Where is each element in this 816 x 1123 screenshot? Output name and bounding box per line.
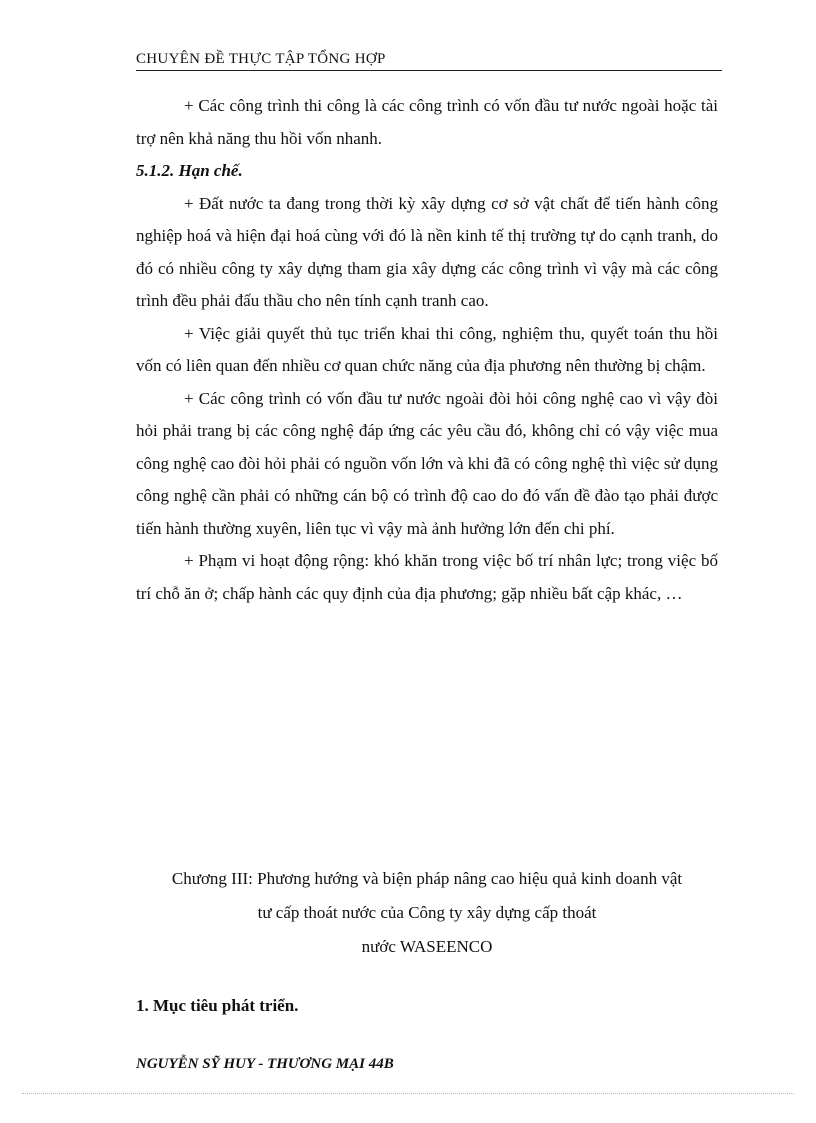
paragraph-limitation-procedures: + Việc giải quyết thủ tục triển khai thi công, nghiệm thu, quyết toán thu hồi vốn có liên quan đến nhiều cơ quan chức năng của địa phương nên thường bị chậm. [136, 323, 718, 375]
running-footer: NGUYỄN SỸ HUY - THƯƠNG MẠI 44B [136, 1056, 394, 1072]
chapter-heading-line-1: Chương III: Phương hướng và biện pháp nâng cao hiệu quả kinh doanh vật [171, 869, 683, 888]
page-edge-divider [22, 1093, 794, 1094]
chapter-heading-line-2: tư cấp thoát nước của Công ty xây dựng cấp thoát [257, 903, 597, 922]
paragraph-limitation-competition: + Đất nước ta đang trong thời kỳ xây dựng cơ sở vật chất để tiến hành công nghiệp hoá và hiện đại hoá cùng với đó là nền kinh tế thị trường tự do cạnh tranh, do đó có nhiều công ty xây dựng tham gia xây dựng các công trình vì vậy mà các công trình đều phải đấu thầu cho nên tính cạnh tranh cao. [136, 193, 718, 310]
paragraph-advantage-foreign-investment: + Các công trình thi công là các công trình có vốn đầu tư nước ngoài hoặc tài trợ nên khả năng thu hồi vốn nhanh. [136, 96, 718, 148]
header-title: CHUYÊN ĐỀ THỰC TẬP TỔNG HỢP [136, 51, 386, 67]
chapter-heading-line-3: nước WASEENCO [361, 937, 493, 956]
running-header [136, 50, 722, 71]
paragraph-limitation-technology: + Các công trình có vốn đầu tư nước ngoài đòi hỏi công nghệ cao vì vậy đòi hỏi phải trang bị các công nghệ đáp ứng các yêu cầu đó, không chỉ có vậy việc mua công nghệ cao đòi hỏi phải có nguồn vốn lớn và khi đã có công nghệ thì việc sử dụng công nghệ cần phải có những cán bộ có trình độ cao do đó vấn đề đào tạo phải được tiến hành thường xuyên, liên tục vì vậy mà ảnh hưởng lớn đến chi phí. [136, 388, 718, 538]
body-text [136, 90, 718, 610]
subsection-title-limitations: 5.1.2. Hạn chế. [136, 161, 243, 180]
chapter-heading [136, 862, 718, 964]
paragraph-limitation-scope: + Phạm vi hoạt động rộng: khó khăn trong việc bố trí nhân lực; trong việc bố trí chỗ ăn ở; chấp hành các quy định của địa phương; gặp nhiều bất cập khác, … [136, 551, 718, 603]
section-title: 1. Mục tiêu phát triển. [136, 996, 299, 1015]
